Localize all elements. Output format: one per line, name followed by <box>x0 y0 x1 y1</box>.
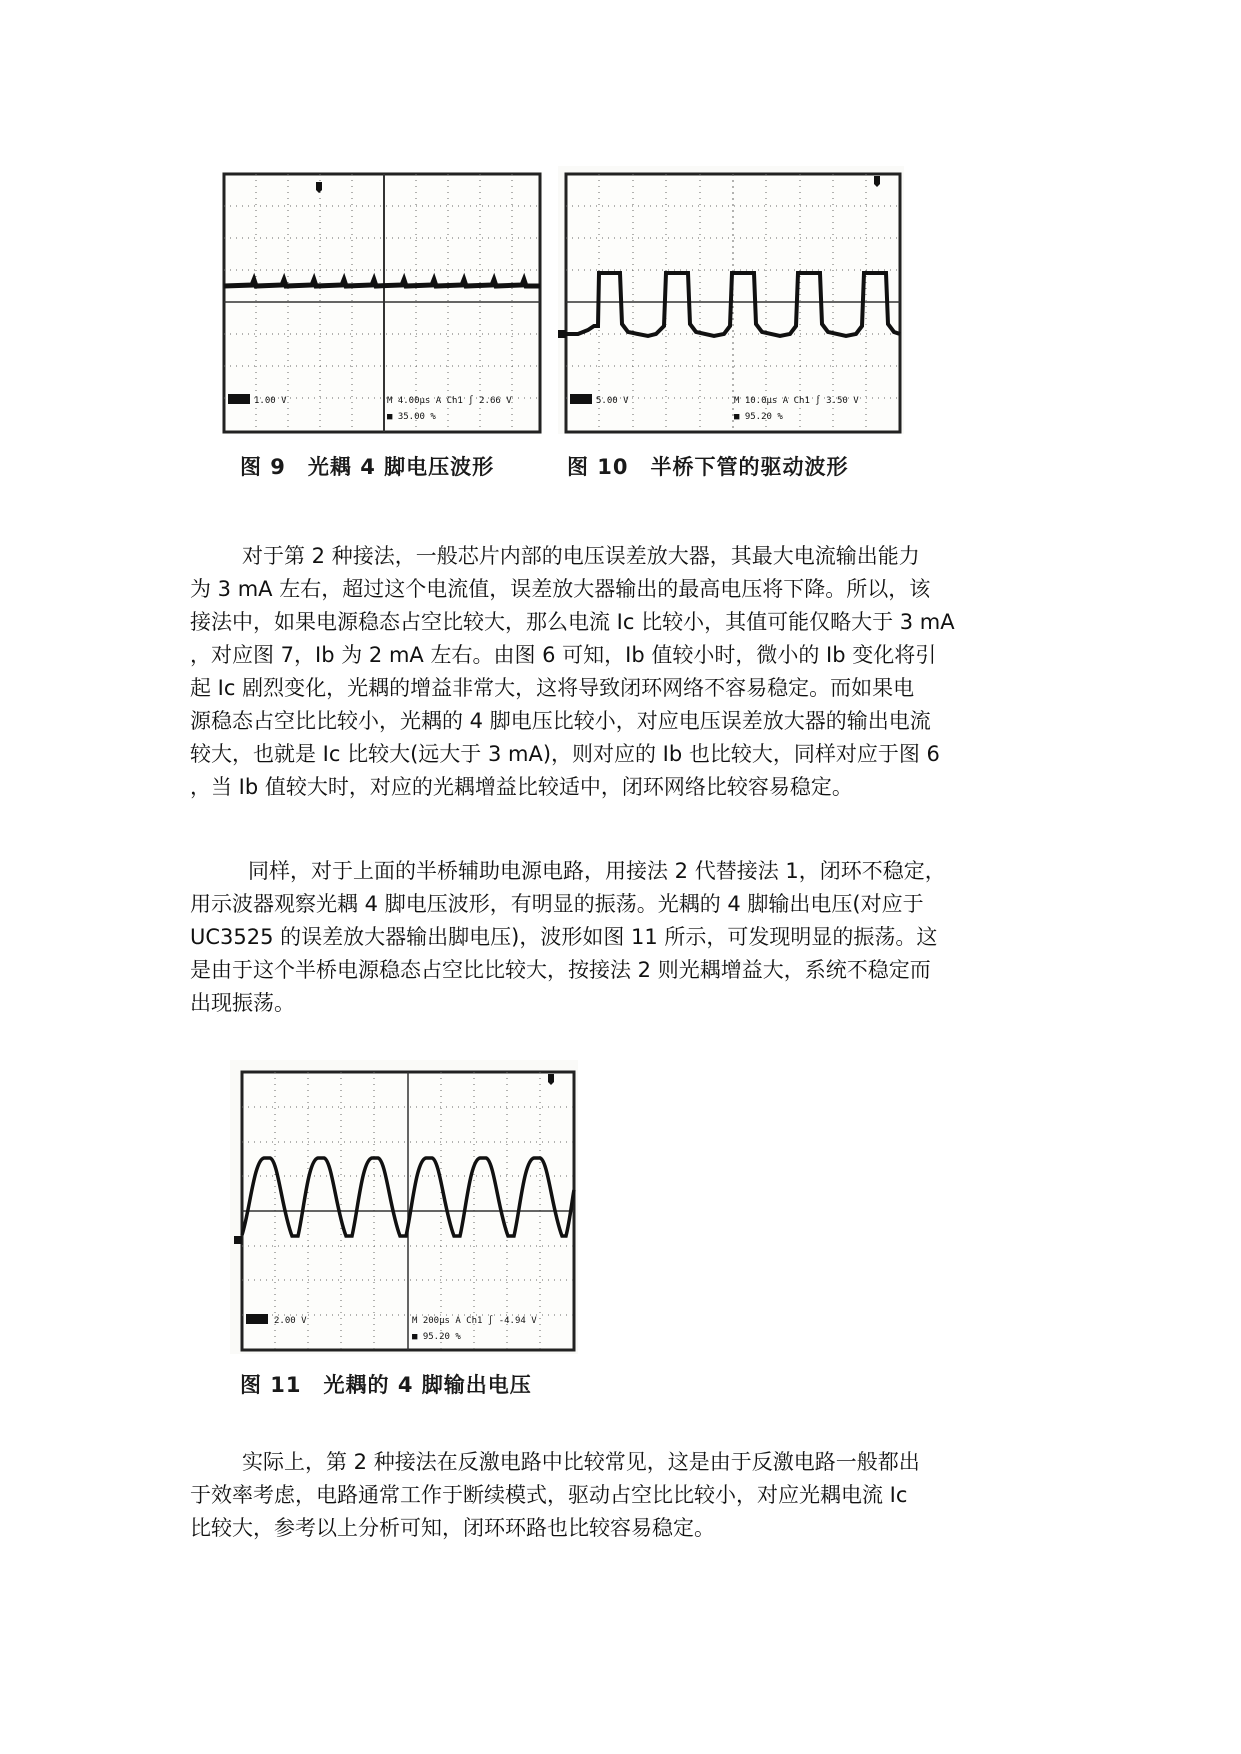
paragraph-line: UC3525 的误差放大器输出脚电压)，波形如图 11 所示，可发现明显的振荡。这 <box>190 925 938 949</box>
paragraph-line: 为 3 mA 左右，超过这个电流值，误差放大器输出的最高电压将下降。所以，该 <box>190 577 931 601</box>
paragraph-line: 比较大，参考以上分析可知，闭环环路也比较容易稳定。 <box>190 1516 715 1540</box>
paragraph-1 <box>190 540 1060 804</box>
paragraph-line: 对于第 2 种接法，一般芯片内部的电压误差放大器，其最大电流输出能力 <box>242 544 920 568</box>
fig10-ch-scale: 5.00 V <box>596 396 629 406</box>
paragraph-line: 同样，对于上面的半桥辅助电源电路，用接法 2 代替接法 1，闭环不稳定， <box>248 859 946 883</box>
paragraph-line: 源稳态占空比比较小，光耦的 4 脚电压比较小，对应电压误差放大器的输出电流 <box>190 709 931 733</box>
fig11-ch-scale: 2.00 V <box>274 1316 307 1326</box>
figure-9-caption: 图 9 光耦 4 脚电压波形 <box>240 455 495 479</box>
figure-10-waveform <box>558 166 904 434</box>
fig9-timebase: M 4.00μs A Ch1 ∫ 2.66 V <box>387 396 512 406</box>
fig10-duty: ■ 95.20 % <box>734 412 783 422</box>
figure-10-caption: 图 10 半桥下管的驱动波形 <box>567 455 849 479</box>
paragraph-3 <box>190 1446 1060 1545</box>
figure-9-oscilloscope <box>222 172 542 434</box>
fig9-ch-scale: 1.00 V <box>254 396 287 406</box>
paragraph-line: ，对应图 7，Ib 为 2 mA 左右。由图 6 可知，Ib 值较小时，微小的 Ib 变化将引 <box>190 643 937 667</box>
paragraph-2 <box>190 855 1060 1020</box>
fig11-timebase: M 200μs A Ch1 ∫ -4.94 V <box>412 1316 537 1326</box>
fig11-duty: ■ 95.20 % <box>412 1332 461 1342</box>
paragraph-line: 是由于这个半桥电源稳态占空比比较大，按接法 2 则光耦增益大，系统不稳定而 <box>190 958 931 982</box>
paragraph-line: 起 Ic 剧烈变化，光耦的增益非常大，这将导致闭环网络不容易稳定。而如果电 <box>190 676 915 700</box>
paragraph-line: 较大，也就是 Ic 比较大(远大于 3 mA)，则对应的 Ib 也比较大，同样对应于图 6 <box>190 742 940 766</box>
paragraph-line: 于效率考虑，电路通常工作于断续模式，驱动占空比比较小，对应光耦电流 Ic <box>190 1483 908 1507</box>
fig9-duty: ■ 35.00 % <box>387 412 436 422</box>
paragraph-line: 实际上，第 2 种接法在反激电路中比较常见，这是由于反激电路一般都出 <box>242 1450 920 1474</box>
paragraph-line: 用示波器观察光耦 4 脚电压波形，有明显的振荡。光耦的 4 脚输出电压(对应于 <box>190 892 924 916</box>
figure-11-waveform <box>230 1060 578 1354</box>
fig10-timebase: M 10.0μs A Ch1 ∫ 3.50 V <box>734 396 859 406</box>
figure-11-oscilloscope <box>230 1060 578 1354</box>
figure-9-waveform <box>222 172 542 434</box>
figure-10-oscilloscope <box>558 166 904 434</box>
paragraph-line: 接法中，如果电源稳态占空比较大，那么电流 Ic 比较小，其值可能仅略大于 3 mA <box>190 610 955 634</box>
paragraph-line: 出现振荡。 <box>190 991 295 1015</box>
figure-11-caption: 图 11 光耦的 4 脚输出电压 <box>240 1373 532 1397</box>
paragraph-line: ，当 Ib 值较大时，对应的光耦增益比较适中，闭环网络比较容易稳定。 <box>190 775 853 799</box>
